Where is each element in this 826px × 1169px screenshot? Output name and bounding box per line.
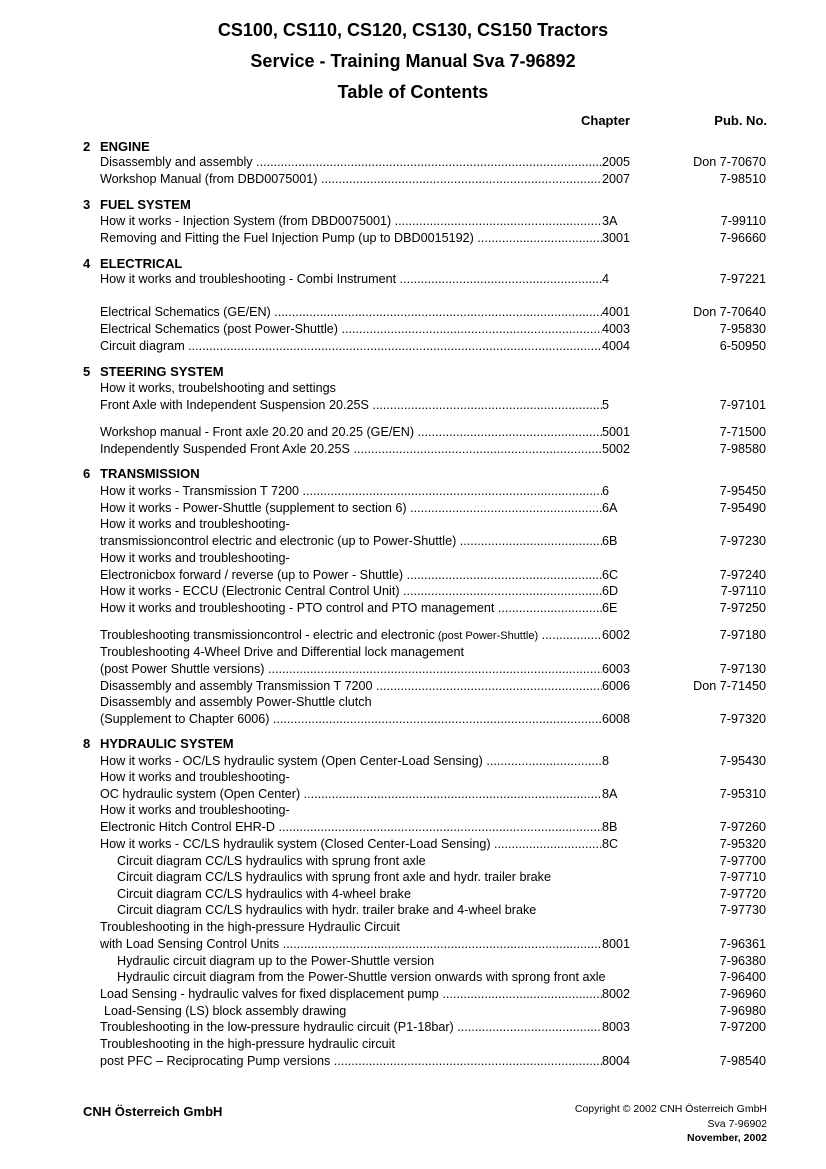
section-heading bbox=[83, 197, 191, 212]
entry-chapter: 2005 bbox=[602, 155, 631, 169]
toc-entry[interactable] bbox=[100, 836, 766, 853]
entry-chapter: 3001 bbox=[602, 231, 631, 245]
entry-title: Front Axle with Independent Suspension 20.25S ..... bbox=[100, 397, 603, 414]
document-title: CS100, CS110, CS120, CS130, CS150 Tractors bbox=[217, 20, 609, 40]
toc-entry[interactable] bbox=[100, 424, 766, 441]
entry-title: How it works - ECCU (Electronic Central Control Unit) ..... bbox=[100, 583, 603, 600]
entry-title: How it works - Transmission T 7200 ..... bbox=[100, 483, 603, 500]
toc-entry[interactable] bbox=[117, 869, 766, 886]
entry-pub-no: 7-95320 bbox=[719, 837, 766, 851]
entry-title: How it works and troubleshooting - Combi Instrument ..... bbox=[100, 271, 603, 288]
toc-entry[interactable] bbox=[100, 786, 766, 803]
entry-pub-no: 7-97720 bbox=[719, 887, 766, 901]
toc-entry[interactable] bbox=[100, 661, 766, 678]
toc-entry[interactable] bbox=[100, 936, 766, 953]
section-title: ELECTRICAL bbox=[100, 256, 183, 271]
entry-title: Circuit diagram CC/LS hydraulics with sprung front axle and hydr. trailer brake bbox=[117, 870, 551, 884]
entry-chapter: 6003 bbox=[602, 662, 631, 676]
entry-pub-no: 7-97260 bbox=[719, 820, 766, 834]
toc-entry[interactable] bbox=[100, 230, 766, 247]
section-heading bbox=[83, 466, 200, 481]
entry-title: Troubleshooting in the high-pressure Hydraulic Circuit bbox=[100, 920, 400, 934]
toc-entry[interactable] bbox=[100, 644, 766, 661]
entry-title: How it works - CC/LS hydraulik system (Closed Center-Load Sensing) ..... bbox=[100, 836, 603, 853]
toc-entry[interactable] bbox=[100, 819, 766, 836]
toc-entry[interactable] bbox=[100, 711, 766, 728]
entry-pub-no: 7-71500 bbox=[719, 425, 766, 439]
entry-chapter: 3A bbox=[602, 214, 618, 228]
entry-pub-no: 7-98510 bbox=[719, 172, 766, 186]
entry-pub-no: 7-99110 bbox=[720, 214, 766, 228]
manual-subtitle: Service - Training Manual Sva 7-96892 bbox=[250, 51, 576, 71]
entry-title: OC hydraulic system (Open Center) ..... bbox=[100, 786, 603, 803]
entry-pub-no: 7-96380 bbox=[719, 954, 766, 968]
section-title: TRANSMISSION bbox=[100, 466, 200, 481]
entry-chapter: 6E bbox=[602, 601, 618, 615]
section-number: 8 bbox=[83, 736, 91, 751]
entry-chapter: 4003 bbox=[602, 322, 631, 336]
entry-title: Disassembly and assembly Power-Shuttle clutch bbox=[100, 695, 372, 709]
entry-title: Disassembly and assembly Transmission T 7200 ..... bbox=[100, 678, 603, 695]
entry-title: How it works - OC/LS hydraulic system (Open Center-Load Sensing) ..... bbox=[100, 753, 603, 770]
entry-pub-no: 7-97710 bbox=[719, 870, 766, 884]
entry-pub-no: 7-97250 bbox=[719, 601, 766, 615]
footer-company: CNH Österreich GmbH bbox=[83, 1104, 223, 1119]
entry-pub-no: 7-95310 bbox=[719, 787, 766, 801]
entry-title: How it works and troubleshooting- bbox=[100, 517, 290, 531]
section-title: HYDRAULIC SYSTEM bbox=[100, 736, 234, 751]
footer-doc-number: Sva 7-96902 bbox=[707, 1118, 767, 1130]
entry-title: How it works and troubleshooting - PTO control and PTO management ..... bbox=[100, 600, 603, 617]
toc-entry[interactable] bbox=[100, 441, 766, 458]
section-number: 5 bbox=[83, 364, 91, 379]
entry-pub-no: 7-96960 bbox=[719, 987, 766, 1001]
toc-entry[interactable] bbox=[100, 483, 766, 500]
entry-title: Electronic Hitch Control EHR-D ..... bbox=[100, 819, 603, 836]
entry-pub-no: 7-97240 bbox=[719, 568, 766, 582]
section-number: 4 bbox=[83, 256, 91, 271]
toc-entry[interactable] bbox=[100, 583, 766, 600]
entry-pub-no: 7-97180 bbox=[719, 628, 766, 642]
toc-entry[interactable] bbox=[100, 986, 766, 1003]
entry-pub-no: 7-95830 bbox=[719, 322, 766, 336]
entry-chapter: 6B bbox=[602, 534, 618, 548]
toc-entry[interactable] bbox=[100, 1019, 766, 1036]
entry-chapter: 5001 bbox=[602, 425, 631, 439]
entry-title: Workshop manual - Front axle 20.20 and 20.25 (GE/EN) ..... bbox=[100, 424, 603, 441]
entry-pub-no: 7-96361 bbox=[719, 937, 766, 951]
toc-entry[interactable] bbox=[100, 271, 766, 288]
entry-chapter: 6A bbox=[602, 501, 618, 515]
toc-heading: Table of Contents bbox=[337, 82, 489, 102]
toc-entry[interactable] bbox=[117, 953, 766, 970]
entry-pub-no: 7-97230 bbox=[719, 534, 766, 548]
entry-title: Load Sensing - hydraulic valves for fixed displacement pump ..... bbox=[100, 986, 603, 1003]
entry-pub-no: 7-97130 bbox=[719, 662, 766, 676]
entry-chapter: 6 bbox=[602, 484, 610, 498]
entry-title: Hydraulic circuit diagram up to the Power-Shuttle version bbox=[117, 954, 435, 968]
entry-chapter: 8A bbox=[602, 787, 618, 801]
entry-chapter: 6002 bbox=[602, 628, 631, 642]
entry-pub-no: 7-97221 bbox=[719, 272, 766, 286]
toc-entry[interactable] bbox=[100, 627, 766, 644]
entry-title: Troubleshooting in the low-pressure hydraulic circuit (P1-18bar) ..... bbox=[100, 1019, 603, 1036]
entry-pub-no: 7-98540 bbox=[719, 1054, 766, 1068]
toc-entry[interactable] bbox=[100, 154, 766, 171]
entry-chapter: 6008 bbox=[602, 712, 631, 726]
entry-title: Troubleshooting transmissioncontrol - electric and electronic (post Power-Shuttle) ..... bbox=[100, 627, 603, 645]
entry-chapter: 8001 bbox=[602, 937, 631, 951]
entry-title: Troubleshooting 4-Wheel Drive and Differential lock management bbox=[100, 645, 465, 659]
entry-chapter: 8002 bbox=[602, 987, 631, 1001]
entry-title: Workshop Manual (from DBD0075001) ..... bbox=[100, 171, 603, 188]
entry-title: Circuit diagram CC/LS hydraulics with hydr. trailer brake and 4-wheel brake bbox=[117, 903, 537, 917]
entry-title: How it works, troubelshooting and settings bbox=[100, 381, 336, 395]
entry-pub-no: Don 7-71450 bbox=[693, 679, 766, 693]
toc-entry[interactable] bbox=[117, 886, 766, 903]
entry-title: Circuit diagram CC/LS hydraulics with sprung front axle bbox=[117, 854, 426, 868]
entry-chapter: 6C bbox=[602, 568, 619, 582]
toc-entry[interactable] bbox=[100, 500, 766, 517]
entry-chapter: 4004 bbox=[602, 339, 631, 353]
entry-title: with Load Sensing Control Units ..... bbox=[100, 936, 603, 953]
toc-entry[interactable] bbox=[100, 694, 766, 711]
entry-chapter: 8003 bbox=[602, 1020, 631, 1034]
entry-title: How it works - Injection System (from DBD0075001) ..... bbox=[100, 213, 603, 230]
entry-chapter: 2007 bbox=[602, 172, 631, 186]
column-header-chapter: Chapter bbox=[581, 113, 631, 128]
entry-title: How it works and troubleshooting- bbox=[100, 770, 290, 784]
entry-title: Electrical Schematics (post Power-Shuttle) ..... bbox=[100, 321, 603, 338]
section-number: 2 bbox=[83, 139, 91, 154]
entry-chapter: 4 bbox=[602, 272, 610, 286]
toc-entry[interactable] bbox=[100, 338, 766, 355]
toc-entry[interactable] bbox=[100, 516, 766, 533]
entry-chapter: 6006 bbox=[602, 679, 631, 693]
toc-entry[interactable] bbox=[100, 802, 766, 819]
entry-pub-no: 7-95430 bbox=[719, 754, 766, 768]
entry-title: Load-Sensing (LS) block assembly drawing bbox=[104, 1004, 347, 1018]
toc-entry[interactable] bbox=[100, 380, 766, 397]
entry-chapter: 5002 bbox=[602, 442, 631, 456]
entry-pub-no: 7-95490 bbox=[719, 501, 766, 515]
entry-title: Circuit diagram ..... bbox=[100, 338, 603, 355]
entry-title: Hydraulic circuit diagram from the Power-Shuttle version onwards with sprong front axle bbox=[117, 970, 606, 984]
toc-entry[interactable] bbox=[100, 171, 766, 188]
entry-title: post PFC – Reciprocating Pump versions ..... bbox=[100, 1053, 603, 1070]
entry-pub-no: 7-97101 bbox=[719, 398, 766, 412]
footer-copyright: Copyright © 2002 CNH Österreich GmbH bbox=[574, 1103, 767, 1115]
entry-title: How it works - Power-Shuttle (supplement to section 6) ..... bbox=[100, 500, 603, 517]
toc-entry[interactable] bbox=[100, 397, 766, 414]
toc-entry[interactable] bbox=[117, 853, 766, 870]
toc-entry[interactable] bbox=[100, 213, 766, 230]
section-heading bbox=[83, 736, 234, 751]
toc-entry[interactable] bbox=[100, 321, 766, 338]
entry-chapter: 8004 bbox=[602, 1054, 631, 1068]
toc-entry[interactable] bbox=[100, 919, 766, 936]
entry-chapter: 8B bbox=[602, 820, 618, 834]
toc-entry[interactable] bbox=[100, 304, 766, 321]
section-heading bbox=[83, 256, 182, 271]
entry-title: (post Power Shuttle versions) ..... bbox=[100, 661, 603, 678]
toc-entry[interactable] bbox=[100, 769, 766, 786]
entry-title: Electrical Schematics (GE/EN) ..... bbox=[100, 304, 603, 321]
toc-entry[interactable] bbox=[100, 678, 766, 695]
entry-pub-no: 7-98580 bbox=[719, 442, 766, 456]
entry-title: Circuit diagram CC/LS hydraulics with 4-wheel brake bbox=[117, 887, 411, 901]
toc-entry[interactable] bbox=[100, 533, 766, 550]
entry-pub-no: 7-96660 bbox=[719, 231, 766, 245]
entry-pub-no: 7-97110 bbox=[720, 584, 766, 598]
section-heading bbox=[83, 139, 150, 154]
entry-chapter: 8 bbox=[602, 754, 610, 768]
entry-pub-no: 7-96980 bbox=[719, 1004, 766, 1018]
entry-pub-no: 7-97320 bbox=[719, 712, 766, 726]
entry-pub-no: 6-50950 bbox=[719, 339, 766, 353]
entry-title: Independently Suspended Front Axle 20.25S ..... bbox=[100, 441, 603, 458]
entry-pub-no: 7-97700 bbox=[719, 854, 766, 868]
toc-entry[interactable] bbox=[117, 902, 766, 919]
toc-entry[interactable] bbox=[100, 550, 766, 567]
entry-chapter: 5 bbox=[602, 398, 610, 412]
section-heading bbox=[83, 364, 224, 379]
entry-chapter: 8C bbox=[602, 837, 619, 851]
section-number: 6 bbox=[83, 466, 91, 481]
entry-title: Troubleshooting in the high-pressure hydraulic circuit bbox=[100, 1037, 395, 1051]
entry-pub-no: 7-97730 bbox=[719, 903, 766, 917]
toc-entry[interactable] bbox=[117, 969, 766, 986]
entry-title: (Supplement to Chapter 6006) ..... bbox=[100, 711, 603, 728]
entry-pub-no: Don 7-70640 bbox=[693, 305, 766, 319]
toc-entry[interactable] bbox=[100, 753, 766, 770]
entry-title: Removing and Fitting the Fuel Injection Pump (up to DBD0015192) ..... bbox=[100, 230, 603, 247]
entry-title: Electronicbox forward / reverse (up to Power - Shuttle) ..... bbox=[100, 567, 603, 584]
entry-pub-no: Don 7-70670 bbox=[693, 155, 766, 169]
entry-pub-no: 7-96400 bbox=[719, 970, 766, 984]
toc-entry[interactable] bbox=[100, 567, 766, 584]
section-title: ENGINE bbox=[100, 139, 150, 154]
entry-title: How it works and troubleshooting- bbox=[100, 551, 290, 565]
toc-entry[interactable] bbox=[100, 1053, 766, 1070]
entry-title: How it works and troubleshooting- bbox=[100, 803, 290, 817]
entry-chapter: 4001 bbox=[602, 305, 631, 319]
column-header-pub-no: Pub. No. bbox=[714, 113, 767, 128]
toc-entry[interactable] bbox=[104, 1003, 766, 1020]
entry-pub-no: 7-97200 bbox=[719, 1020, 766, 1034]
entry-title: Disassembly and assembly ..... bbox=[100, 154, 603, 171]
section-number: 3 bbox=[83, 197, 91, 212]
entry-pub-no: 7-95450 bbox=[719, 484, 766, 498]
section-title: FUEL SYSTEM bbox=[100, 197, 191, 212]
section-title: STEERING SYSTEM bbox=[100, 364, 224, 379]
entry-chapter: 6D bbox=[602, 584, 619, 598]
toc-entry[interactable] bbox=[100, 1036, 766, 1053]
entry-title: transmissioncontrol electric and electronic (up to Power-Shuttle) ..... bbox=[100, 533, 603, 550]
toc-entry[interactable] bbox=[100, 600, 766, 617]
footer-date: November, 2002 bbox=[687, 1132, 767, 1144]
